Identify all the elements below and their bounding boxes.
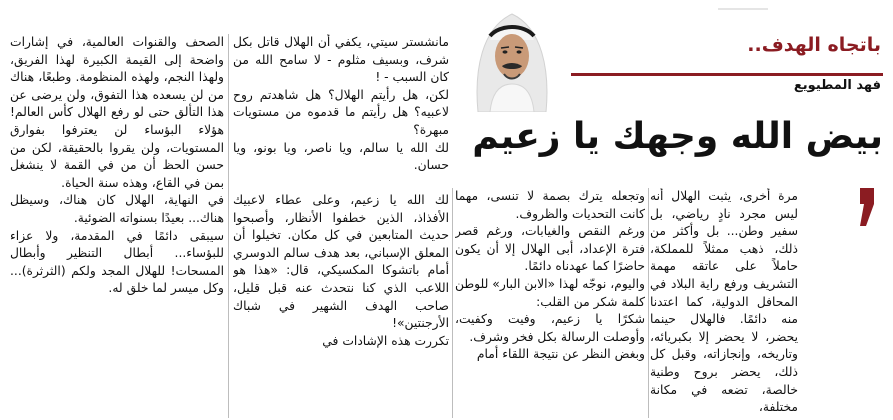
paragraph: وبغض النظر عن نتيجة اللقاء أمام [476,347,645,362]
paragraph: لك الله يا زعيم، وعلى عطاء لاعبيك الأفذاذ، الذين خطفوا الأنظار، وأصبحوا حديث المتابعين في كل مكان. تخيلوا أن المعلق الإسباني، بعد هدف سالم الدوسري أمام باتشوكا المكسيكي، قال: «هذا هو اللاعب الذي كنا نتحدث عنه قبل قليل، صاحب الهدف الشهير في شباك الأرجنتين»! [233,193,449,331]
article-column-3 [455,188,645,418]
paragraph: واليوم، نوجّه لهذا «الابن البار» للوطن كلمة شكر من القلب: [455,276,645,309]
paragraph: لكن، هل رأيتم الهلال؟ هل شاهدتم روح لاعبيه؟ هل رأيتم ما قدموه من مستويات مبهرة؟ [233,87,449,137]
top-rule [718,8,768,10]
paragraph: لك الله يا سالم، ويا ناصر، ويا بونو، ويا حسان. [233,140,449,173]
paragraph: وتجعله يترك بصمة لا تنسى، مهما كانت التحديات والظروف. [455,189,645,221]
column-name: باتجاه الهدف.. [747,34,881,56]
article-column-4 [650,188,840,418]
author-portrait-image [464,0,560,112]
paragraph: تكررت هذه الإشادات في [322,333,449,348]
page-title: بيض الله وجهك يا زعيم [472,116,883,157]
column-divider [452,188,453,418]
paragraph: سيبقى دائمًا في المقدمة، ولا عزاء للبؤساء... أبطال التنظير وأبطال المسحات! للهلال المجد ولكم (الثرثرة)... وكل ميسر لما خلق له. [10,228,224,296]
author-name: فهد المطيويع [793,78,881,93]
paragraph: مانشستر سيتي، يكفي أن الهلال قاتل بكل شرف، وبسيف مثلوم - لا سامح الله من كان السبب - ! [233,35,449,85]
quote-mark-icon [854,186,880,230]
author-photo [464,0,560,112]
column-divider [228,34,229,418]
paragraph: شكرًا يا زعيم، وفيت وكفيت، وأوصلت الرسالة بكل فخر وشرف. [455,312,645,344]
kicker-divider [571,73,883,76]
column-divider [648,188,649,418]
paragraph: ورغم النقص والغيابات، ورغم قصر فترة الإعداد، أبى الهلال إلا أن يكون حاضرًا كما عهدناه دائمًا. [455,224,645,274]
paragraph: في النهاية، الهلال كان هناك، وسيظل هناك... بعيدًا بسنواته الضوئية. [10,193,224,225]
paragraph: الصحف والقنوات العالمية، في إشارات واضحة إلى القيمة الكبيرة لهذا الفريق، ولهذا النجم، ولهذه المنظومة. وطبعًا، هناك من لن يسعده هذا التفوق، ولن يرضى عن هذا التألق حتى لو رفع الهلال كأس العالم! هؤلاء البؤساء لن يعترفوا بفوارق المستويات، ولن يقروا بالحقيقة، لكن من حسن الحظ أن من في القمة لا ينشغل بمن في القاع، وهذه سنة الحياة. [10,35,224,190]
article-column-2 [233,34,449,418]
article-column-1 [10,34,224,418]
paragraph: مرة أخرى، يثبت الهلال أنه ليس مجرد نادٍ رياضي، بل سفير وطن... بل وأكثر من ذلك، ذهب ممثلاً للمملكة، حاملاً على عاتقه مهمة التشريف ورفع راية البلاد في المحافل الدولية، كما اعتدنا منه دائمًا. فالهلال حينما يحضر، لا يحضر إلا بكبريائه، وتاريخه، وإنجازاته، وقبل كل ذلك، يحضر بروح وطنية خالصة، تضعه في مكانة مختلفة، [650,189,798,415]
column-2-lower-block [233,192,449,350]
